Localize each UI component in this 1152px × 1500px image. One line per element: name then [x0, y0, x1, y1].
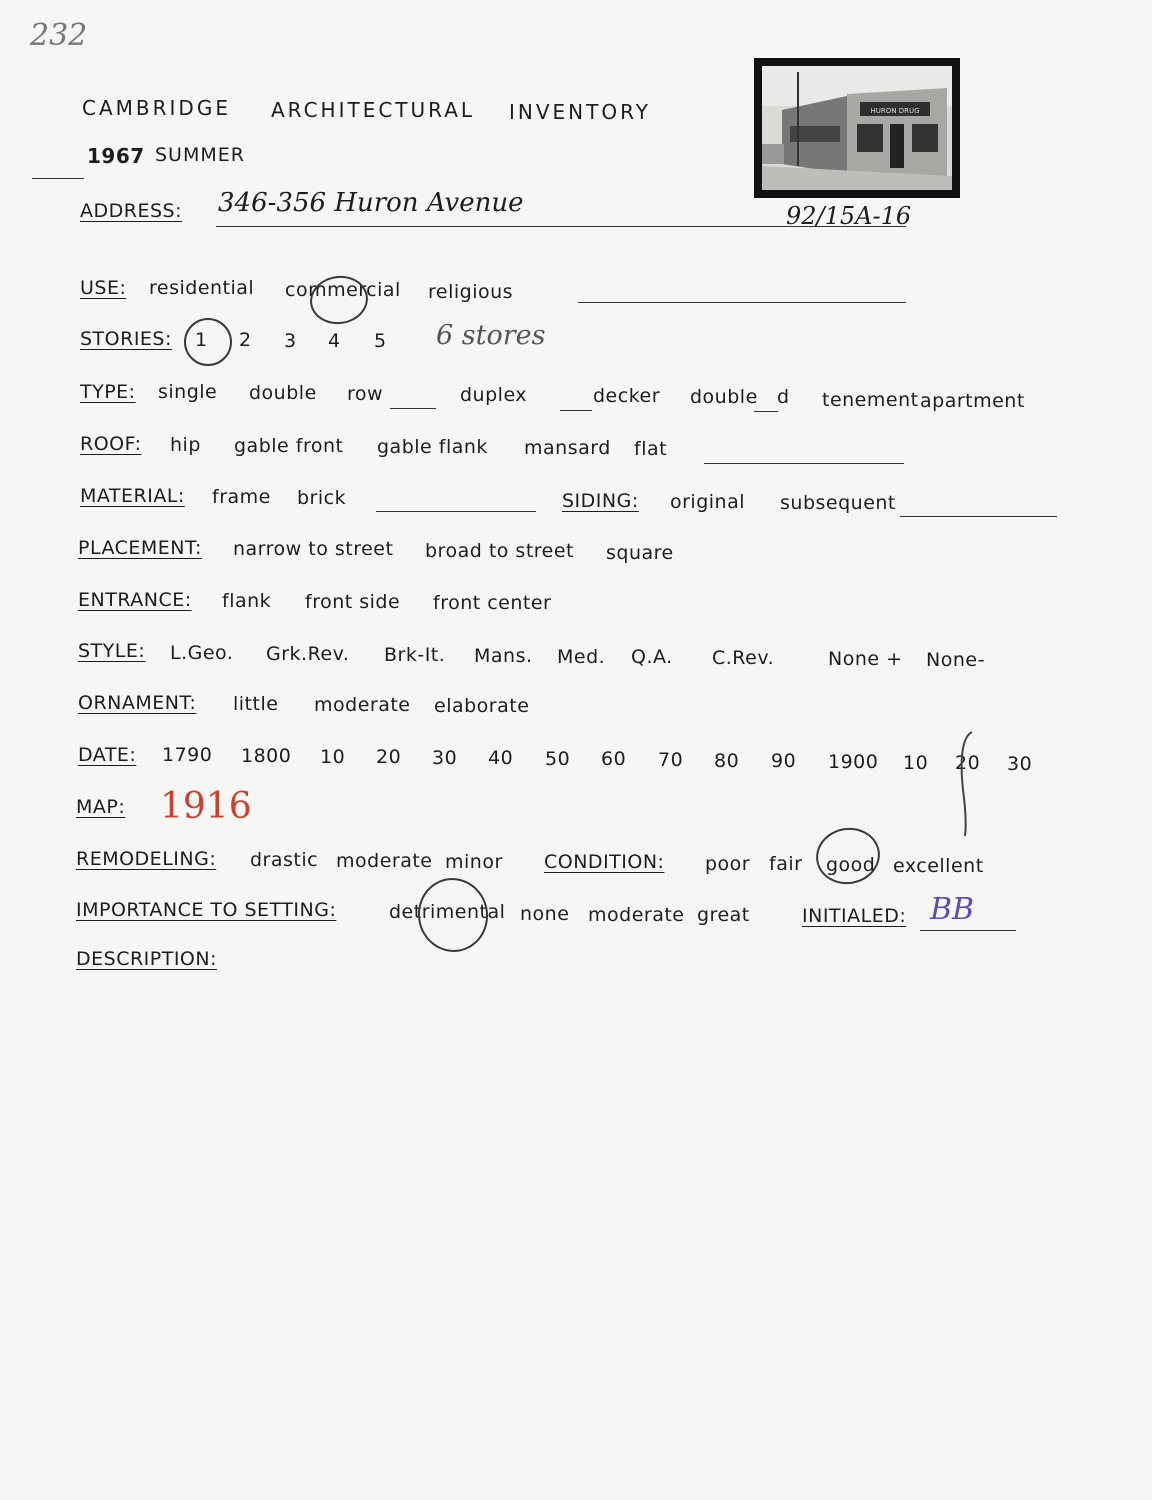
date-option-50[interactable]: 50: [545, 748, 571, 770]
type-option-duplex[interactable]: duplex: [460, 384, 528, 406]
type-option-double-d[interactable]: double: [690, 386, 758, 408]
entrance-option-flank[interactable]: flank: [222, 590, 272, 612]
entrance-label: ENTRANCE:: [78, 589, 192, 611]
stories-option-3[interactable]: 3: [284, 330, 297, 352]
initialed-line: [920, 930, 1016, 931]
type-double-d-line: [754, 411, 778, 412]
date-option-80[interactable]: 80: [714, 750, 740, 772]
material-option-brick[interactable]: brick: [297, 487, 347, 509]
date-option-10[interactable]: 10: [320, 746, 346, 768]
initialed-value[interactable]: BB: [930, 892, 975, 927]
remodeling-option-moderate[interactable]: moderate: [336, 850, 433, 872]
entrance-option-front-center[interactable]: front center: [433, 592, 552, 614]
date-option-1910[interactable]: 10: [903, 752, 929, 774]
date-option-1900[interactable]: 1900: [828, 751, 879, 773]
condition-option-good[interactable]: good: [826, 854, 876, 876]
date-label: DATE:: [78, 744, 137, 766]
date-option-1800[interactable]: 1800: [241, 745, 292, 767]
style-option-qa[interactable]: Q.A.: [631, 646, 673, 668]
description-label: DESCRIPTION:: [76, 948, 218, 970]
importance-option-none[interactable]: none: [520, 903, 570, 925]
condition-selection-circle: [812, 823, 885, 889]
form-title-word-1: CAMBRIDGE: [82, 96, 231, 120]
date-option-90[interactable]: 90: [771, 750, 797, 772]
building-photo: [754, 58, 960, 198]
building-photo-image: [762, 66, 952, 190]
type-option-double[interactable]: double: [249, 382, 317, 404]
date-option-40[interactable]: 40: [488, 747, 514, 769]
placement-option-narrow[interactable]: narrow to street: [233, 538, 394, 560]
form-year: 1967: [87, 144, 145, 168]
ornament-option-little[interactable]: little: [233, 693, 279, 715]
type-option-row[interactable]: row: [347, 383, 384, 405]
address-value[interactable]: 346-356 Huron Avenue: [218, 188, 524, 218]
page-number: 232: [30, 18, 88, 53]
form-season: SUMMER: [155, 144, 245, 166]
stories-note: 6 stores: [436, 320, 546, 351]
stories-option-4[interactable]: 4: [328, 330, 341, 352]
type-label: TYPE:: [80, 381, 136, 403]
map-value[interactable]: 1916: [160, 786, 252, 827]
type-option-apartment[interactable]: apartment: [920, 390, 1025, 412]
entrance-option-front-side[interactable]: front side: [305, 591, 401, 613]
material-option-frame[interactable]: frame: [212, 486, 271, 508]
condition-option-fair[interactable]: fair: [769, 853, 803, 875]
placement-option-square[interactable]: square: [606, 542, 674, 564]
date-selection-mark: [950, 728, 980, 840]
date-option-20[interactable]: 20: [376, 746, 402, 768]
roof-option-gable-front[interactable]: gable front: [234, 435, 344, 457]
ornament-option-elaborate[interactable]: elaborate: [434, 695, 530, 717]
stories-label: STORIES:: [80, 328, 172, 350]
importance-option-detrimental[interactable]: detrimental: [389, 901, 506, 923]
remodeling-option-drastic[interactable]: drastic: [250, 849, 319, 871]
initialed-label: INITIALED:: [802, 905, 907, 927]
date-option-1930[interactable]: 30: [1007, 753, 1033, 775]
use-option-religious[interactable]: religious: [428, 281, 514, 303]
date-option-1790[interactable]: 1790: [162, 744, 213, 766]
type-option-single[interactable]: single: [158, 381, 218, 403]
type-decker-line: [560, 410, 592, 411]
roof-label: ROOF:: [80, 433, 142, 455]
parcel-number: 92/15A-16: [786, 202, 912, 230]
type-option-decker[interactable]: decker: [593, 385, 661, 407]
condition-option-poor[interactable]: poor: [705, 853, 751, 875]
roof-option-gable-flank[interactable]: gable flank: [377, 436, 488, 458]
style-option-none-minus[interactable]: None-: [926, 649, 985, 671]
roof-other-line: [704, 463, 904, 464]
remodeling-label: REMODELING:: [76, 848, 217, 870]
stories-selection-circle: [184, 318, 232, 366]
use-option-residential[interactable]: residential: [149, 277, 255, 299]
type-option-d[interactable]: d: [777, 386, 790, 408]
address-label: ADDRESS:: [80, 200, 182, 222]
type-option-tenement[interactable]: tenement: [822, 389, 919, 411]
date-option-30[interactable]: 30: [432, 747, 458, 769]
map-label: MAP:: [76, 796, 126, 818]
style-option-mans[interactable]: Mans.: [474, 645, 533, 667]
use-option-commercial[interactable]: commercial: [285, 279, 401, 301]
date-option-60[interactable]: 60: [601, 748, 627, 770]
stories-option-2[interactable]: 2: [239, 329, 252, 351]
condition-label: CONDITION:: [544, 851, 665, 873]
importance-option-moderate[interactable]: moderate: [588, 904, 685, 926]
form-title-word-3: INVENTORY: [509, 100, 651, 124]
condition-option-excellent[interactable]: excellent: [893, 855, 984, 877]
photo-sign-text: HURON DRUG: [870, 107, 920, 115]
date-option-70[interactable]: 70: [658, 749, 684, 771]
material-label: MATERIAL:: [80, 485, 185, 507]
style-option-lgeo[interactable]: L.Geo.: [170, 642, 234, 664]
ornament-option-moderate[interactable]: moderate: [314, 694, 411, 716]
stories-option-1[interactable]: 1: [195, 329, 208, 351]
style-option-brkit[interactable]: Brk-It.: [384, 644, 446, 666]
style-option-crev[interactable]: C.Rev.: [712, 647, 775, 669]
roof-option-flat[interactable]: flat: [634, 438, 668, 460]
style-option-none-plus[interactable]: None +: [828, 648, 903, 670]
remodeling-option-minor[interactable]: minor: [445, 851, 503, 873]
date-option-1920[interactable]: 20: [955, 752, 981, 774]
importance-option-great[interactable]: great: [697, 904, 750, 926]
use-other-line: [578, 302, 906, 303]
siding-option-original[interactable]: original: [670, 491, 746, 513]
style-option-grkrev[interactable]: Grk.Rev.: [266, 643, 350, 665]
importance-selection-circle: [412, 872, 494, 957]
type-row-line: [390, 408, 436, 409]
placement-label: PLACEMENT:: [78, 537, 202, 559]
material-other-line: [376, 511, 536, 512]
style-label: STYLE:: [78, 640, 146, 662]
use-label: USE:: [80, 277, 127, 299]
header-tick: [32, 178, 84, 179]
siding-option-subsequent[interactable]: subsequent: [780, 492, 896, 514]
roof-option-hip[interactable]: hip: [170, 434, 201, 456]
siding-label: SIDING:: [562, 490, 639, 512]
ornament-label: ORNAMENT:: [78, 692, 197, 714]
siding-other-line: [900, 516, 1057, 517]
style-option-med[interactable]: Med.: [557, 646, 606, 668]
importance-label: IMPORTANCE TO SETTING:: [76, 899, 337, 921]
roof-option-mansard[interactable]: mansard: [524, 437, 611, 459]
placement-option-broad[interactable]: broad to street: [425, 540, 575, 562]
stories-option-5[interactable]: 5: [374, 330, 387, 352]
form-title-word-2: ARCHITECTURAL: [271, 98, 476, 122]
